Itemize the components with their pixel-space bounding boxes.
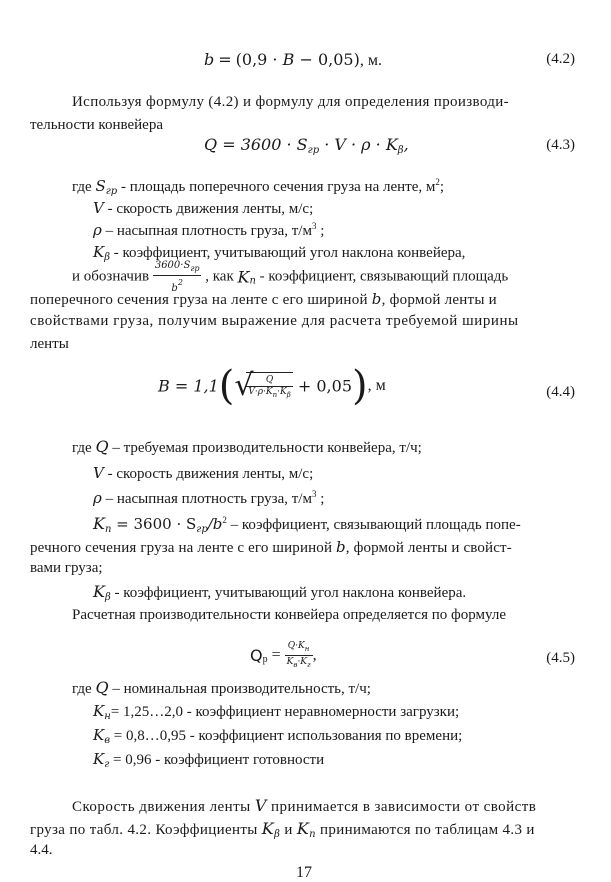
kp-sub: п (249, 275, 256, 287)
eq-4-3-sub1: гр (307, 145, 320, 156)
def-s-gr (72, 177, 444, 197)
s-end: ; (439, 179, 445, 195)
kp-frac-num: 3600·S (154, 260, 191, 271)
k-beta-text: - коэффициент, учитывающий угол наклона конвейера, (110, 245, 466, 261)
eq-4-4-plus: + 0,05 (292, 376, 352, 396)
rho-symbol: ρ (93, 221, 102, 239)
equation-4-3 (204, 135, 409, 156)
equation-4-4 (158, 363, 386, 409)
def2-kb-symbol: K (93, 582, 105, 601)
def2-kp-eq-sub: гр (196, 524, 208, 535)
def3-kg-sub: г (104, 759, 110, 770)
def2-kb-sub: β (104, 592, 111, 603)
eq-4-3-number: (4.3) (546, 137, 575, 153)
k-beta-symbol: K (93, 243, 105, 261)
def2-kp-line2-b: , формой ленты и свойст- (345, 540, 512, 556)
def2-rho-symbol: ρ (93, 489, 102, 507)
eq-4-2-equals: = (218, 50, 232, 69)
eq-4-3-text: Q = 3600 · S (204, 135, 308, 154)
kp-frac-den: b (171, 283, 178, 294)
denote-text: и обозначив (72, 268, 153, 285)
def2-kb (93, 582, 466, 603)
def3-kg-symbol: K (93, 750, 105, 768)
def-line-c: ленты (30, 336, 69, 352)
def2-kp-line2 (30, 538, 512, 557)
def2-kp-line2-symbol: b (336, 538, 346, 556)
para3-line3: 4.4. (30, 842, 53, 858)
def3-kn-sub: н (104, 711, 111, 722)
v-text: - скорость движения ленты, м/с; (103, 201, 314, 217)
def-line-b: свойствами груза, получим выражение для расчета требуемой ширины (30, 313, 519, 329)
def2-kp-eq-sup: 2 (222, 515, 227, 525)
def2-rho (93, 489, 324, 508)
para3-l2-mid: и (280, 822, 297, 838)
def2-kp-eq-end: /b (207, 515, 223, 533)
equation-4-5 (250, 640, 317, 671)
para3-k1-sub: β (274, 829, 281, 840)
para3-line1 (72, 796, 536, 816)
def2-v (93, 464, 313, 483)
eq-4-5-num: Q·K (287, 641, 305, 651)
eq-4-5-fraction (285, 640, 313, 671)
para3-l2-a: груза по табл. 4.2. Коэффициенты (30, 822, 262, 838)
v-symbol: V (93, 199, 104, 217)
def3-q-pre: где (72, 681, 96, 697)
eq-4-4-lhs: B = 1,1 (158, 376, 219, 396)
kp-frac-num-sub: гр (190, 264, 200, 273)
eq-4-2-rhs-c: − 0,05) (294, 50, 360, 69)
def-line-a (30, 290, 497, 309)
para3-k2-sub: п (309, 829, 316, 840)
eq-4-5-den-sub1: в (293, 661, 298, 669)
eq-4-4-sqrt (234, 367, 292, 403)
para3-l1-a: Скорость движения ленты (72, 799, 255, 815)
def2-kp-eq: = 3600 · S (111, 515, 197, 533)
eq-4-5-den: K (286, 657, 294, 667)
eq-4-5-num-sub: н (304, 645, 310, 653)
equation-4-2 (204, 50, 382, 70)
def3-kv-symbol: K (93, 726, 105, 744)
eq-4-4-frac-num: Q (246, 375, 292, 387)
def2-kp-line2-a: речного сечения груза на ленте с его шириной (30, 540, 337, 556)
s-text: - площадь поперечного сечения груза на ленте, м (117, 179, 436, 195)
eq-4-3-tail: , (403, 135, 409, 154)
eq-4-2-number: (4.2) (546, 51, 575, 67)
eq-4-4-frac-den-sub1: п (272, 390, 278, 399)
def3-q-text: – номинальная производительность, т/ч; (108, 681, 371, 697)
para2: Расчетная производительности конвейера определяется по формуле (72, 607, 506, 623)
eq-4-2-lhs: b (204, 50, 215, 69)
def2-kp (93, 514, 521, 535)
rho-text: – насыпная плотность груза, т/м (101, 223, 312, 239)
eq-4-4-frac-den-sub2: β (286, 390, 291, 399)
eq-4-4-number: (4.4) (546, 384, 575, 400)
def3-kn-symbol: K (93, 702, 105, 720)
eq-4-2-rhs-a: (0,9 · (235, 50, 283, 69)
def3-q (72, 678, 371, 698)
eq-4-4-frac-den-mid: ·K (277, 386, 287, 397)
def2-q (72, 437, 422, 457)
radical-sign: √ (234, 367, 254, 403)
eq-4-2-unit: , м. (359, 52, 382, 69)
def2-q-pre: где (72, 440, 96, 456)
line-a-end: , формой ленты и (381, 292, 497, 308)
s-symbol: S (95, 177, 106, 195)
kp-frac-den-sup: 2 (177, 278, 183, 287)
def3-kg (93, 750, 324, 770)
eq-4-5-lhs: Q (250, 646, 263, 665)
def2-rho-end: ; (316, 491, 325, 507)
def3-kn-text: = 1,25…2,0 - коэффициент неравномерности загрузки; (110, 704, 460, 720)
rho-end: ; (316, 223, 325, 239)
para3-l2-b: принимаются по таблицам 4.3 и (315, 822, 535, 838)
def3-kg-text: = 0,96 - коэффициент готовности (109, 752, 325, 768)
para3-v-symbol: V (254, 796, 267, 815)
eq-4-4-unit: , м (367, 377, 386, 394)
def-v (93, 199, 313, 218)
eq-4-3-sub2: β (397, 145, 404, 156)
def2-kp-line3: вами груза; (30, 560, 103, 576)
def2-v-text: - скорость движения ленты, м/с; (103, 466, 314, 482)
para1-line1: Используя формулу (4.2) и формулу для определения производи- (72, 94, 509, 110)
def2-rho-sup: 3 (311, 489, 317, 499)
def-rho (93, 221, 324, 240)
para3-line2 (30, 819, 535, 840)
eq-4-3-mid: · V · ρ · K (319, 135, 398, 154)
eq-4-5-tail: , (312, 646, 317, 664)
def2-kp-text: – коэффициент, связывающий площадь попе- (226, 517, 521, 533)
line-a-symbol: b (371, 290, 382, 308)
def2-v-symbol: V (93, 464, 104, 482)
s-sub: гр (105, 186, 118, 197)
def3-kv-text: = 0,8…0,95 - коэффициент использования по времени; (110, 728, 463, 744)
eq-4-5-den-mid: ·K (297, 657, 308, 667)
def3-kv-sub: в (104, 735, 111, 746)
eq-4-5-lhs-sub: р (262, 654, 268, 666)
def-intro: где (72, 179, 96, 195)
eq-4-5-den-sub2: г (307, 661, 311, 669)
kp-symbol: K (237, 267, 250, 287)
para1-line2: тельности конвейера (30, 117, 163, 133)
eq-4-4-right-paren: ) (352, 363, 368, 409)
eq-4-5-eq: = (267, 646, 285, 664)
para3-l1-b: принимается в зависимости от свойств (266, 799, 537, 815)
line-a-text: поперечного сечения груза на ленте с его шириной (30, 292, 372, 308)
eq-4-4-frac-den: V·ρ·K (248, 386, 273, 397)
def2-rho-text: – насыпная плотность груза, т/м (101, 491, 312, 507)
para3-k1: K (261, 819, 275, 838)
def3-q-symbol: Q (95, 678, 109, 697)
def2-kp-symbol: K (93, 514, 105, 533)
def2-kp-sub: п (104, 524, 112, 535)
def2-kb-text: - коэффициент, учитывающий угол наклона конвейера. (110, 585, 467, 601)
def3-kn (93, 702, 459, 722)
eq-4-5-number: (4.5) (546, 650, 575, 666)
kp-text: - коэффициент, связывающий площадь (255, 268, 509, 285)
s-sup: 2 (435, 177, 440, 187)
page-number: 17 (296, 864, 312, 881)
k-beta-sub: β (104, 252, 110, 263)
rho-sup: 3 (311, 221, 317, 231)
para3-k2: K (296, 819, 310, 838)
eq-4-2-rhs-b: B (282, 50, 295, 69)
def2-q-text: – требуемая производительности конвейера, т/ч; (108, 440, 422, 456)
kp-pre: , как (201, 268, 238, 285)
def2-q-symbol: Q (95, 437, 109, 456)
eq-4-4-left-paren: ( (218, 363, 235, 409)
def3-kv (93, 726, 462, 746)
